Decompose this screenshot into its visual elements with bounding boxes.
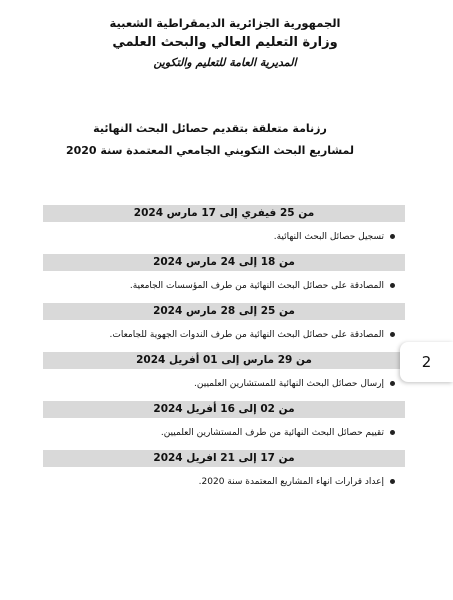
date-range-bar: من 17 إلى 21 افريل 2024 [43, 450, 405, 467]
schedule-section [43, 450, 405, 499]
republic-name: الجمهورية الجزائرية الديمقراطية الشعبية [109, 16, 341, 30]
schedule-list [43, 205, 405, 499]
schedule-section [43, 303, 405, 352]
list-item [43, 418, 405, 450]
list-item [43, 467, 405, 499]
list-item [43, 369, 405, 401]
ministry-name: وزارة التعليم العالي والبحث العلمي [112, 35, 338, 50]
schedule-section [43, 205, 405, 254]
task-text: تسجيل حصائل البحث النهائية. [273, 232, 384, 242]
date-range-bar: من 18 إلى 24 مارس 2024 [43, 254, 405, 271]
directorate-name: المديرية العامة للتعليم والتكوين [153, 56, 297, 69]
task-text: المصادقة على حصائل البحث النهائية من طرف المؤسسات الجامعية. [129, 281, 384, 291]
bullet-icon [390, 381, 395, 386]
schedule-section [43, 401, 405, 450]
title-line-2: لمشاريع البحث التكويني الجامعي المعتمدة سنة 2020 [65, 144, 355, 157]
bullet-icon [390, 332, 395, 337]
schedule-section [43, 352, 405, 401]
list-item [43, 271, 405, 303]
bullet-icon [390, 430, 395, 435]
bullet-icon [390, 234, 395, 239]
list-item [43, 222, 405, 254]
schedule-section [43, 254, 405, 303]
task-text: إعداد قرارات انهاء المشاريع المعتمدة سنة 2020. [198, 477, 384, 487]
task-text: إرسال حصائل البحث النهائية للمستشارين العلميين. [194, 379, 384, 389]
date-range-bar: من 25 فيفري إلى 17 مارس 2024 [43, 205, 405, 222]
task-text: المصادقة على حصائل البحث النهائية من طرف الندوات الجهوية للجامعات. [109, 330, 384, 340]
title-line-1: رزنامة متعلقة بتقديم حصائل البحث النهائية [93, 122, 327, 135]
list-item [43, 320, 405, 352]
task-text: تقييم حصائل البحث النهائية من طرف المستشارين العلميين. [160, 428, 384, 438]
document-title [60, 118, 360, 162]
page-number-indicator[interactable]: 2 [400, 342, 453, 382]
date-range-bar: من 29 مارس إلى 01 أفريل 2024 [43, 352, 405, 369]
letterhead [60, 14, 390, 73]
date-range-bar: من 02 إلى 16 أفريل 2024 [43, 401, 405, 418]
bullet-icon [390, 479, 395, 484]
date-range-bar: من 25 إلى 28 مارس 2024 [43, 303, 405, 320]
bullet-icon [390, 283, 395, 288]
